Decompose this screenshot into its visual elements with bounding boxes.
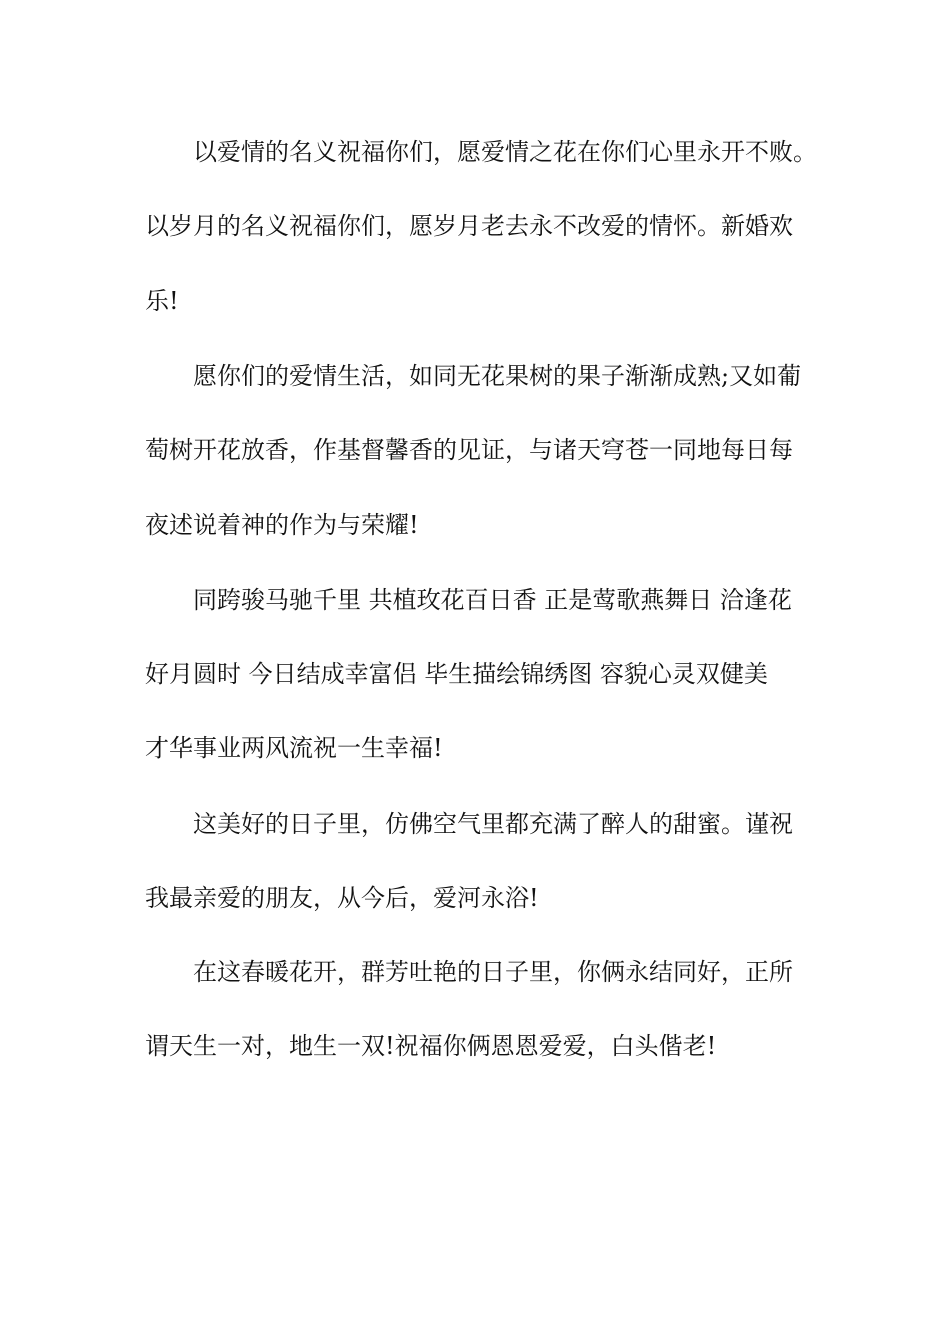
- paragraph-line: 愿你们的爱情生活，如同无花果树的果子渐渐成熟;又如葡: [193, 362, 802, 390]
- paragraph-line: 在这春暖花开，群芳吐艳的日子里，你俩永结同好，正所: [193, 958, 793, 986]
- paragraph-line: 夜述说着神的作为与荣耀!: [145, 511, 419, 539]
- paragraph-line: 这美好的日子里，仿佛空气里都充满了醉人的甜蜜。谨祝: [193, 810, 793, 838]
- paragraph-line: 同跨骏马驰千里 共植玫花百日香 正是莺歌燕舞日 洽逢花: [193, 586, 792, 614]
- paragraph-line: 萄树开花放香，作基督馨香的见证，与诸天穹苍一同地每日每: [145, 436, 793, 464]
- paragraph-line: 才华事业两风流祝一生幸福!: [145, 734, 443, 762]
- paragraph-line: 谓天生一对，地生一双!祝福你俩恩恩爱爱，白头偕老!: [145, 1032, 717, 1060]
- paragraph-line: 好月圆时 今日结成幸富侣 毕生描绘锦绣图 容貌心灵双健美: [145, 660, 768, 688]
- paragraph-line: 乐!: [145, 287, 179, 315]
- paragraph-line: 我最亲爱的朋友，从今后，爱河永浴!: [145, 884, 539, 912]
- paragraph-line: 以岁月的名义祝福你们，愿岁月老去永不改爱的情怀。新婚欢: [145, 212, 793, 240]
- paragraph-line: 以爱情的名义祝福你们，愿爱情之花在你们心里永开不败。: [193, 138, 817, 166]
